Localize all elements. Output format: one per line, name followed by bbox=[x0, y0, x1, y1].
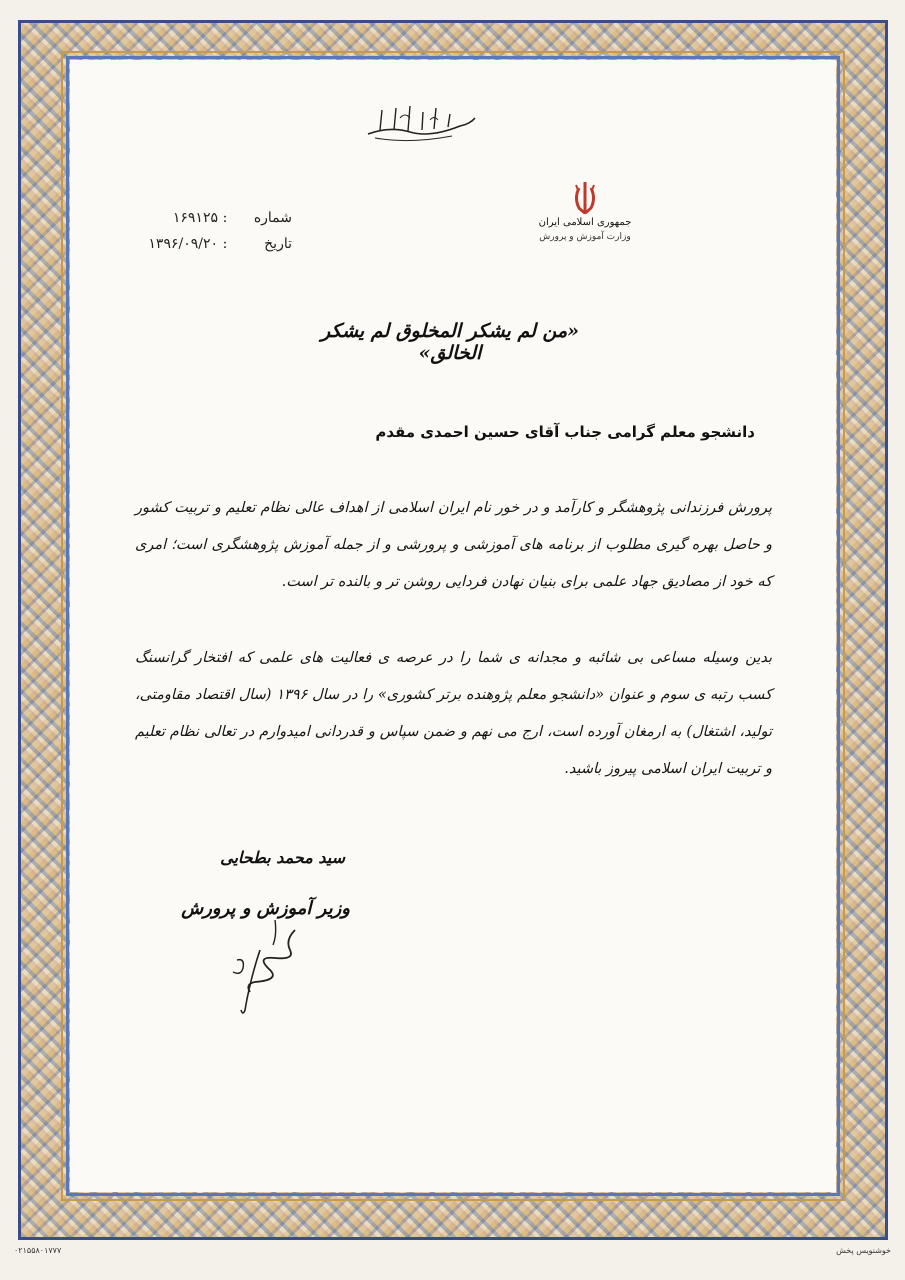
number-value: ۱۶۹۱۲۵ bbox=[172, 210, 218, 226]
motto-heading: «من لم یشکر المخلوق لم یشکر الخالق» bbox=[320, 320, 580, 364]
body-paragraph-1: پرورش فرزندانی پژوهشگر و کارآمد و در خور نام ایران اسلامی از اهداف عالی نظام تعلیم و تربیت کشور و حاصل بهره گیری مطلوب از برنامه های آموزشی و پرورشی و از جمله آموزش پژوهشگری است؛ امری که خود از مصادیق جهاد علمی برای بنیان نهادن فردایی روشن تر و بالنده تر است. bbox=[135, 500, 772, 590]
date-value: ۱۳۹۶/۰۹/۲۰ bbox=[148, 236, 218, 252]
recipient-line: دانشجو معلم گرامی جناب آقای حسین احمدی مقدم bbox=[375, 423, 755, 441]
date-label: تاریخ bbox=[264, 236, 292, 252]
signatory-name: سید محمد بطحایی bbox=[220, 848, 345, 867]
basmala-calligraphy bbox=[360, 96, 480, 146]
handwritten-signature bbox=[215, 910, 325, 1020]
letter-date-row bbox=[112, 231, 292, 257]
letterhead-ministry: وزارت آموزش و پرورش bbox=[539, 232, 631, 242]
letterhead-country: جمهوری اسلامی ایران bbox=[538, 217, 632, 228]
iran-emblem-icon bbox=[570, 180, 600, 216]
number-colon: : bbox=[222, 210, 228, 226]
body-paragraph-2: بدین وسیله مساعی بی شائبه و مجدانه ی شما را در عرصه ی فعالیت های علمی که افتخار گرانسنگ کسب رتبه ی سوم و عنوان «دانشجو معلم پژوهنده برتر کشوری» را در سال ۱۳۹۶ (سال اقتصاد مقاومتی، تولید، اشتغال) به ارمغان آورده است، ارج می نهم و ضمن سپاس و قدردانی امیدوارم در تعالی نظام تعلیم و تربیت ایران اسلامی پیروز باشید. bbox=[135, 650, 772, 777]
letter-meta bbox=[112, 205, 292, 257]
date-colon: : bbox=[222, 236, 228, 252]
footer-phone: ۰۲۱۵۵۸۰۱۷۷۷ bbox=[14, 1246, 62, 1255]
footer-printer: خوشنویس پخش bbox=[836, 1246, 891, 1255]
signatory-title: وزیر آموزش و پرورش bbox=[181, 898, 350, 919]
letterhead bbox=[520, 180, 650, 270]
number-label: شماره bbox=[253, 210, 292, 226]
letter-number-row bbox=[112, 205, 292, 231]
